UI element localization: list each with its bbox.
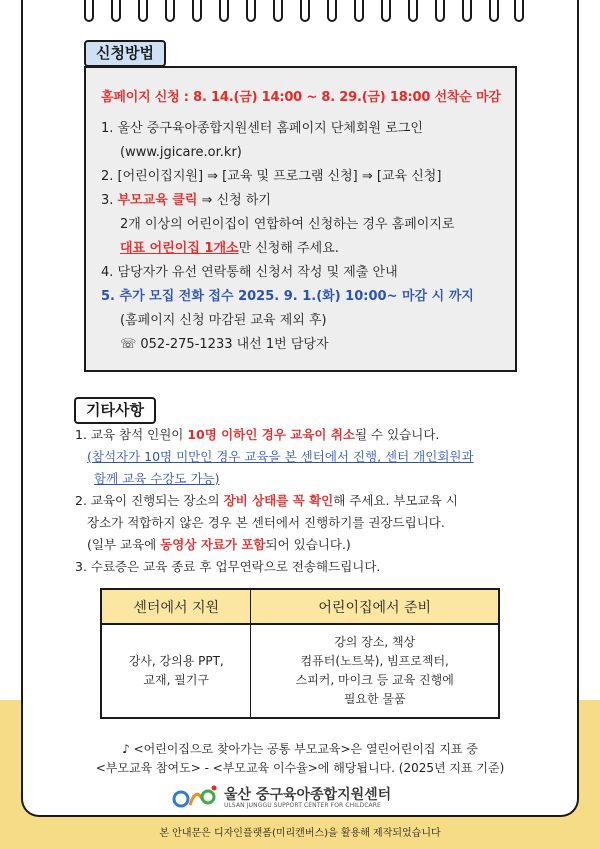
misc-2-line3 [75,534,555,556]
cell-line: 강사, 강의용 PPT, [128,654,224,668]
misc-1-note-1: (참석자가 10명 미만인 경우 교육을 본 센터에서 진행, 센터 개인회원과 [87,449,474,464]
note-line-2: <부모교육 참여도> - <부모교육 이수율>에 해당됩니다. (2025년 지표 기준) [95,761,505,775]
misc-1-note [75,446,555,468]
step-4: 4. 담당자가 유선 연락통해 신청서 작성 및 제출 안내 [101,265,398,280]
binder-ring [381,0,391,22]
logo-name-kr: 울산 중구육아종합지원센터 [224,787,392,803]
binder-ring [489,0,499,22]
logo-mark-icon [172,783,218,811]
misc-1-note-2: 함께 교육 수강도 가능) [94,471,220,486]
cell-line: 스피커, 마이크 등 교육 진행에 [295,673,454,687]
logo-name-en: ULSAN JUNGGU SUPPORT CENTER FOR CHILDCARE [224,802,381,809]
binder-ring [354,0,364,22]
indicator-note [0,740,600,778]
step-1-url: (www.jgicare.or.kr) [120,145,242,160]
cell-line: 강의 장소, 책상 [334,635,416,649]
step-5-note: (홈페이지 신청 마감된 교육 제외 후) [120,313,327,328]
misc-1-highlight: 10명 이하인 경우 교육이 취소 [187,427,355,442]
section-tag-misc: 기타사항 [74,397,156,424]
step-1: 1. 울산 중구육아종합지원센터 홈페이지 단체회원 로그인 [101,121,423,136]
step-3-representative: 대표 어린이집 1개소 [120,241,239,256]
binder-ring [111,0,121,22]
binder-ring [435,0,445,22]
misc-1-a: 1. 교육 참석 인원이 [75,427,188,442]
binder-rings [84,0,524,22]
step-3 [101,189,511,213]
footer-credit: 본 안내문은 디자인플랫폼(미리캔버스)을 활용해 제작되었습니다 [0,820,600,849]
misc-item-2 [75,490,555,512]
misc-2-line3-a: (일부 교육에 [87,537,161,552]
misc-item-1 [75,424,555,446]
table-header-center: 센터에서 지원 [101,589,251,624]
binder-ring [84,0,94,22]
misc-2-a: 2. 교육이 진행되는 장소의 [75,493,224,508]
step-3-num: 3. [101,193,118,208]
section-tag-apply: 신청방법 [84,40,166,67]
binder-ring [192,0,202,22]
table-cell-center [101,624,251,718]
binder-ring [514,0,524,22]
cell-line: 교재, 필기구 [143,673,210,687]
misc-list [75,424,555,578]
note-line-1: ♪ <어린이집으로 찾아가는 공통 부모교육>은 열린어린이집 지표 중 [122,742,478,756]
step-3-detail-2 [101,237,511,261]
step-3-detail-rest: 만 신청해 주세요. [238,241,339,256]
misc-item-3: 3. 수료증은 교육 종료 후 업무연락으로 전송해드립니다. [75,559,381,574]
apply-steps [101,117,511,357]
preparation-table [100,588,500,719]
table-header-row [101,589,499,624]
step-5-phone: ☏ 052-275-1233 내선 1번 담당자 [120,337,329,352]
binder-ring [273,0,283,22]
apply-deadline: 홈페이지 신청 : 8. 14.(금) 14:00 ~ 8. 29.(금) 18:00 선착순 마감 [101,90,501,105]
binder-ring [246,0,256,22]
binder-ring [165,0,175,22]
binder-ring [138,0,148,22]
cell-line: 컴퓨터(노트북), 빔프로젝터, [300,654,449,668]
misc-2-b: 해 주세요. 부모교육 시 [333,493,458,508]
misc-2-highlight: 장비 상태를 꼭 확인 [223,493,334,508]
table-header-daycare: 어린이집에서 준비 [251,589,499,624]
binder-ring [219,0,229,22]
misc-1-b: 될 수 있습니다. [355,427,440,442]
misc-1-note-line2 [75,468,555,490]
misc-2-line3-b: 되어 있습니다.) [265,537,351,552]
step-5: 5. 추가 모집 전화 접수 2025. 9. 1.(화) 10:00~ 마감 시 까지 [101,289,474,304]
binder-ring [408,0,418,22]
step-3-detail: 2개 이상의 어린이집이 연합하여 신청하는 경우 홈페이지로 [120,217,455,232]
step-2: 2. [어린이집지원] ⇒ [교육 및 프로그램 신청] ⇒ [교육 신청] [101,169,442,184]
misc-2-line3-highlight: 동영상 자료가 포함 [160,537,266,552]
binder-ring [327,0,337,22]
step-3-rest: ⇒ 신청 하기 [197,193,271,208]
center-logo [172,783,432,813]
table-cell-daycare [251,624,499,718]
cell-line: 필요한 물품 [343,692,406,706]
table-row [101,624,499,718]
step-3-highlight: 부모교육 클릭 [117,193,198,208]
binder-ring [300,0,310,22]
misc-2-line2: 장소가 적합하지 않은 경우 본 센터에서 진행하기를 권장드립니다. [87,515,445,530]
binder-ring [462,0,472,22]
